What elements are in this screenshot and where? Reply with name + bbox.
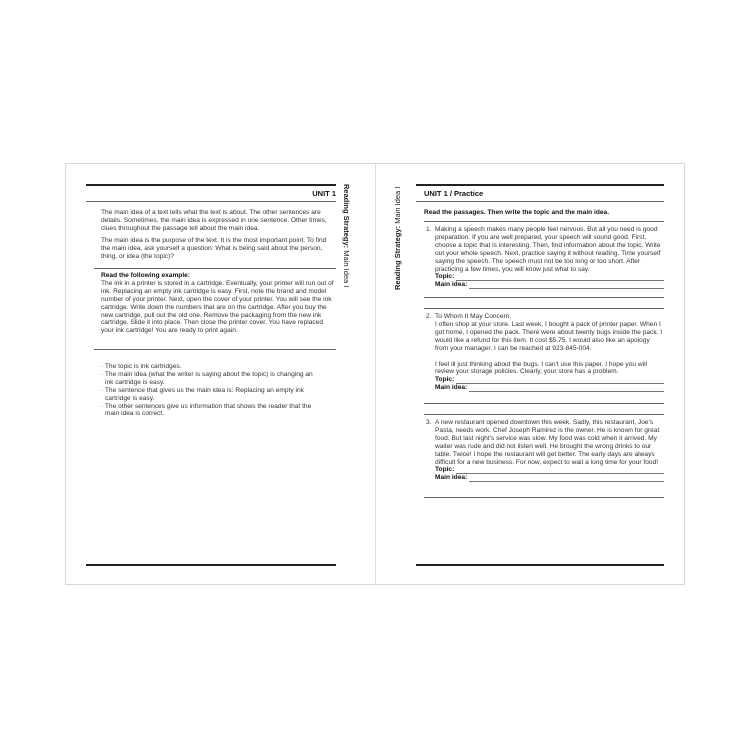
main-idea-answer-line[interactable] <box>469 282 664 289</box>
example-heading: Read the following example: <box>101 272 191 279</box>
passage-2 <box>426 313 664 392</box>
topic-label: Topic: <box>435 376 455 384</box>
main-idea-field[interactable] <box>435 384 664 392</box>
instructions: Read the passages. Then write the topic and the main idea. <box>424 209 610 216</box>
passage-1-bottom-rule <box>424 297 664 298</box>
right-header-underline <box>416 201 664 202</box>
right-side-title-bold: Reading Strategy: <box>393 225 402 290</box>
topic-label: Topic: <box>435 273 455 281</box>
example-analysis <box>101 363 319 418</box>
left-side-title-bold: Reading Strategy: <box>342 184 351 249</box>
main-idea-label: Main idea: <box>435 281 468 289</box>
passage-3 <box>426 419 664 482</box>
topic-label: Topic: <box>435 466 455 474</box>
left-unit-label: UNIT 1 <box>312 189 336 198</box>
analysis-bullet: · The topic is ink cartridges. <box>101 363 182 370</box>
left-side-title-rest: Main Idea I <box>342 248 351 288</box>
main-idea-label: Main idea: <box>435 384 468 392</box>
passage-2-bottom-rule <box>424 403 664 404</box>
example-box <box>101 272 334 335</box>
analysis-bullet: · The main idea (what the writer is saying about the topic) is changing an ink cartridge is easy. <box>101 370 313 386</box>
right-unit-label: UNIT 1 / Practice <box>424 189 484 198</box>
main-idea-field[interactable] <box>435 281 664 289</box>
passage-1-top-rule <box>424 221 664 222</box>
intro-paragraph: The main idea of a text tells what the text is about. The other sentences are details. Sometimes, the main idea is expressed in one sentence. Other times, clues throughout the passage tell about the main idea. <box>101 209 327 232</box>
analysis-bullet: · The other sentences give us information that shows the reader that the main idea is correct. <box>101 402 312 418</box>
example-bottom-rule <box>94 349 336 350</box>
passage-2-top-rule <box>424 308 664 309</box>
passage-3-top-rule <box>424 414 664 415</box>
passage-number: 1. <box>426 226 432 233</box>
passage-text: A new restaurant opened downtown this week. Sadly, this restaurant, Joe's Pasta, needs work. Chef Joseph Ramirez is the owner. He is known for great food. But last night's service was slow. My food was cold when it arrived. My waiter was rude and did not listen well. He brought the wrong drinks to our table. Twice! I hope the restaurant will get better. The early days are always difficult for a new business. For now, expect to wait a long time for your food! <box>435 419 660 466</box>
left-header-rule <box>86 184 336 186</box>
passage-text: Making a speech makes many people feel nervous. But all you need is good preparation. If you are well prepared, your speech will sound good. First, choose a topic that is interesting. Then, find information about the topic. Write out your whole speech. Next, practice saying it without reading. Time yourself saying the speech. The speech must not be too long or too short. After practicing a few times, you will know just what to say. <box>435 226 661 273</box>
example-text: The ink in a printer is stored in a cartridge. Eventually, your printer will run out of ink. Replacing an empty ink cartridge is easy. First, note the brand and model number of your printer. Next, open the cover of your printer. You will see the ink cartridge. Write down the numbers that are on the cartridge. After you buy the new cartridge, pull out the old one. Remove the packaging from the new ink cartridge. Slide it into place. Then close the printer cover. You have replaced your ink cartridge! You are ready to print again. <box>101 279 334 335</box>
topic-field[interactable] <box>435 273 664 281</box>
topic-field[interactable] <box>435 466 664 474</box>
left-footer-rule <box>86 564 336 566</box>
passage-text: I feel ill just thinking about the bugs. I can't use this paper. I hope you will review your storage policies. Clearly, your store has a problem. <box>435 360 648 376</box>
topic-answer-line[interactable] <box>456 274 664 281</box>
left-header-underline <box>86 201 336 202</box>
passage-number: 3. <box>426 419 432 426</box>
topic-answer-line[interactable] <box>456 377 664 384</box>
main-idea-label: Main idea: <box>435 474 468 482</box>
page-gutter <box>375 163 376 585</box>
passage-3-bottom-rule <box>424 497 664 498</box>
example-top-rule <box>94 268 336 269</box>
right-header-rule <box>416 184 664 186</box>
right-side-title <box>393 187 402 290</box>
letter-salutation: To Whom It May Concern, <box>435 313 512 320</box>
main-idea-field[interactable] <box>435 474 664 482</box>
right-footer-rule <box>416 564 664 566</box>
right-side-title-rest: Main Idea I <box>393 186 402 226</box>
main-idea-answer-line[interactable] <box>469 475 664 482</box>
topic-answer-line[interactable] <box>456 467 664 474</box>
main-idea-answer-line[interactable] <box>469 385 664 392</box>
left-side-title <box>342 184 351 287</box>
topic-field[interactable] <box>435 376 664 384</box>
analysis-bullet: · The sentence that gives us the main idea is: Replacing an empty ink cartridge is easy. <box>101 386 304 402</box>
passage-1 <box>426 226 664 289</box>
left-intro <box>101 209 334 264</box>
passage-text: I often shop at your store. Last week, I bought a pack of printer paper. When I got home, I opened the pack. There were about twenty bugs inside the pack. I would like a refund for this item. It cost $5.75. I would also like an apology from your manager. I can be reached at 923-845-004. <box>435 320 663 352</box>
intro-paragraph: The main idea is the purpose of the text. It is the most important point. To find the main idea, ask yourself a question: What is being said about the person, thing, or idea (the topic)? <box>101 236 327 260</box>
passage-number: 2. <box>426 313 432 320</box>
